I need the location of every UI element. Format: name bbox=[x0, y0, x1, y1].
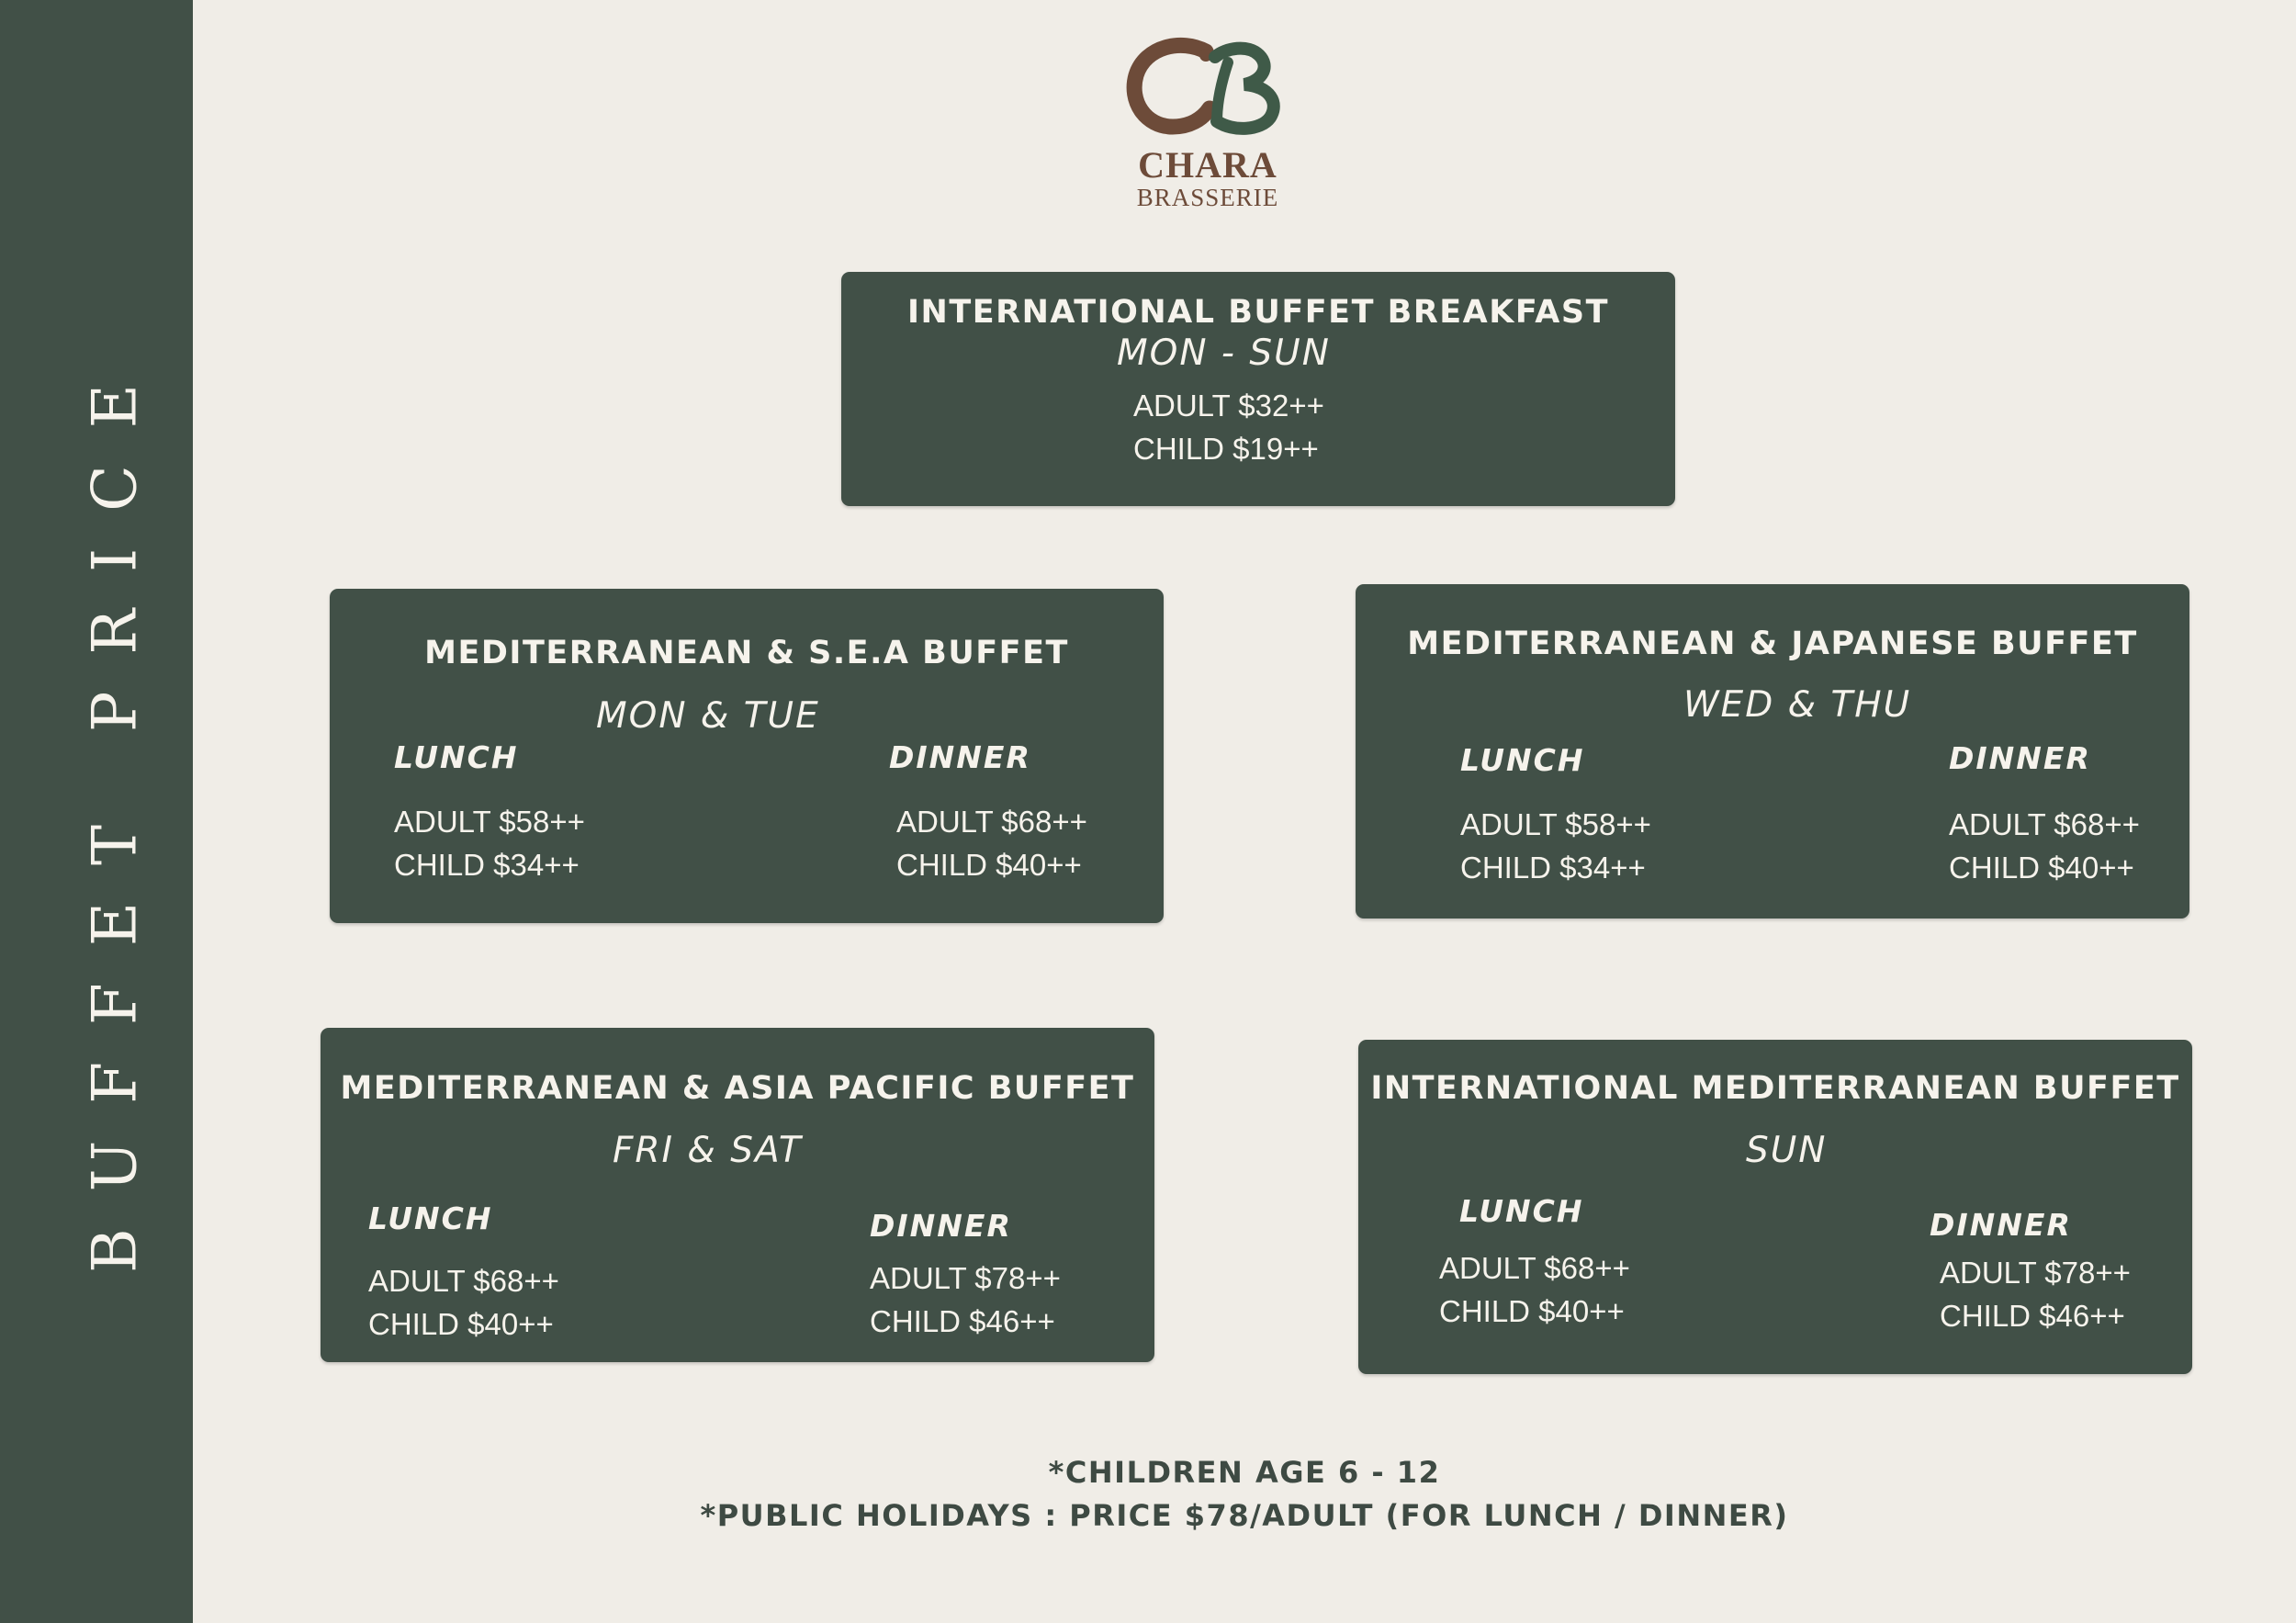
asia-dinner-adult: ADULT $78++ bbox=[870, 1261, 1061, 1295]
brand-logo bbox=[1107, 37, 1309, 211]
asia-lunch-adult: ADULT $68++ bbox=[368, 1264, 559, 1298]
sunday-buffet-card bbox=[1358, 1040, 2192, 1374]
japanese-lunch-adult: ADULT $58++ bbox=[1460, 807, 1651, 841]
sunday-lunch-label: LUNCH bbox=[1459, 1193, 1584, 1229]
japanese-buffet-card bbox=[1356, 584, 2189, 919]
public-holiday-note: *PUBLIC HOLIDAYS : PRICE $78/ADULT (FOR LUNCH / DINNER) bbox=[700, 1498, 1789, 1533]
asia-dinner-label: DINNER bbox=[870, 1208, 1012, 1244]
children-age-note: *CHILDREN AGE 6 - 12 bbox=[1048, 1455, 1441, 1490]
breakfast-title: INTERNATIONAL BUFFET BREAKFAST bbox=[907, 294, 1609, 331]
japanese-dinner-label: DINNER bbox=[1949, 740, 2091, 776]
asia-buffet-card bbox=[321, 1028, 1154, 1362]
sea-lunch-child: CHILD $34++ bbox=[394, 848, 580, 882]
cb-monogram-icon bbox=[1125, 37, 1290, 138]
sidebar-title: BUFFET PRICE bbox=[79, 347, 151, 1273]
sea-dinner-child: CHILD $40++ bbox=[896, 848, 1082, 882]
sea-buffet-card bbox=[330, 589, 1164, 923]
asia-buffet-title: MEDITERRANEAN & ASIA PACIFIC BUFFET bbox=[340, 1070, 1135, 1107]
asia-lunch-label: LUNCH bbox=[368, 1200, 493, 1236]
sea-buffet-days: MON & TUE bbox=[596, 695, 820, 737]
japanese-buffet-title: MEDITERRANEAN & JAPANESE BUFFET bbox=[1407, 626, 2138, 662]
sidebar bbox=[0, 0, 193, 1623]
japanese-buffet-days: WED & THU bbox=[1683, 684, 1912, 726]
breakfast-card bbox=[841, 272, 1675, 506]
sea-dinner-label: DINNER bbox=[889, 739, 1031, 775]
sea-lunch-adult: ADULT $58++ bbox=[394, 805, 585, 839]
sunday-lunch-child: CHILD $40++ bbox=[1439, 1294, 1625, 1328]
japanese-lunch-label: LUNCH bbox=[1460, 742, 1585, 778]
sunday-lunch-adult: ADULT $68++ bbox=[1439, 1251, 1630, 1285]
sea-dinner-adult: ADULT $68++ bbox=[896, 805, 1087, 839]
sea-buffet-title: MEDITERRANEAN & S.E.A BUFFET bbox=[424, 635, 1069, 671]
breakfast-adult-price: ADULT $32++ bbox=[1133, 389, 1324, 423]
breakfast-days: MON - SUN bbox=[1117, 332, 1331, 374]
sunday-buffet-title: INTERNATIONAL MEDITERRANEAN BUFFET bbox=[1370, 1070, 2180, 1107]
japanese-dinner-child: CHILD $40++ bbox=[1949, 851, 2134, 885]
brand-name: CHARA bbox=[1138, 144, 1277, 186]
japanese-lunch-child: CHILD $34++ bbox=[1460, 851, 1646, 885]
asia-dinner-child: CHILD $46++ bbox=[870, 1304, 1055, 1338]
sunday-dinner-label: DINNER bbox=[1930, 1207, 2072, 1243]
asia-lunch-child: CHILD $40++ bbox=[368, 1307, 554, 1341]
sea-lunch-label: LUNCH bbox=[394, 739, 519, 775]
sunday-buffet-days: SUN bbox=[1746, 1130, 1828, 1171]
breakfast-child-price: CHILD $19++ bbox=[1133, 432, 1319, 466]
sunday-dinner-child: CHILD $46++ bbox=[1940, 1299, 2125, 1333]
japanese-dinner-adult: ADULT $68++ bbox=[1949, 807, 2140, 841]
footer-notes bbox=[193, 1451, 2296, 1538]
asia-buffet-days: FRI & SAT bbox=[613, 1130, 803, 1171]
brand-subtitle: BRASSERIE bbox=[1136, 184, 1279, 211]
sunday-dinner-adult: ADULT $78++ bbox=[1940, 1256, 2131, 1290]
